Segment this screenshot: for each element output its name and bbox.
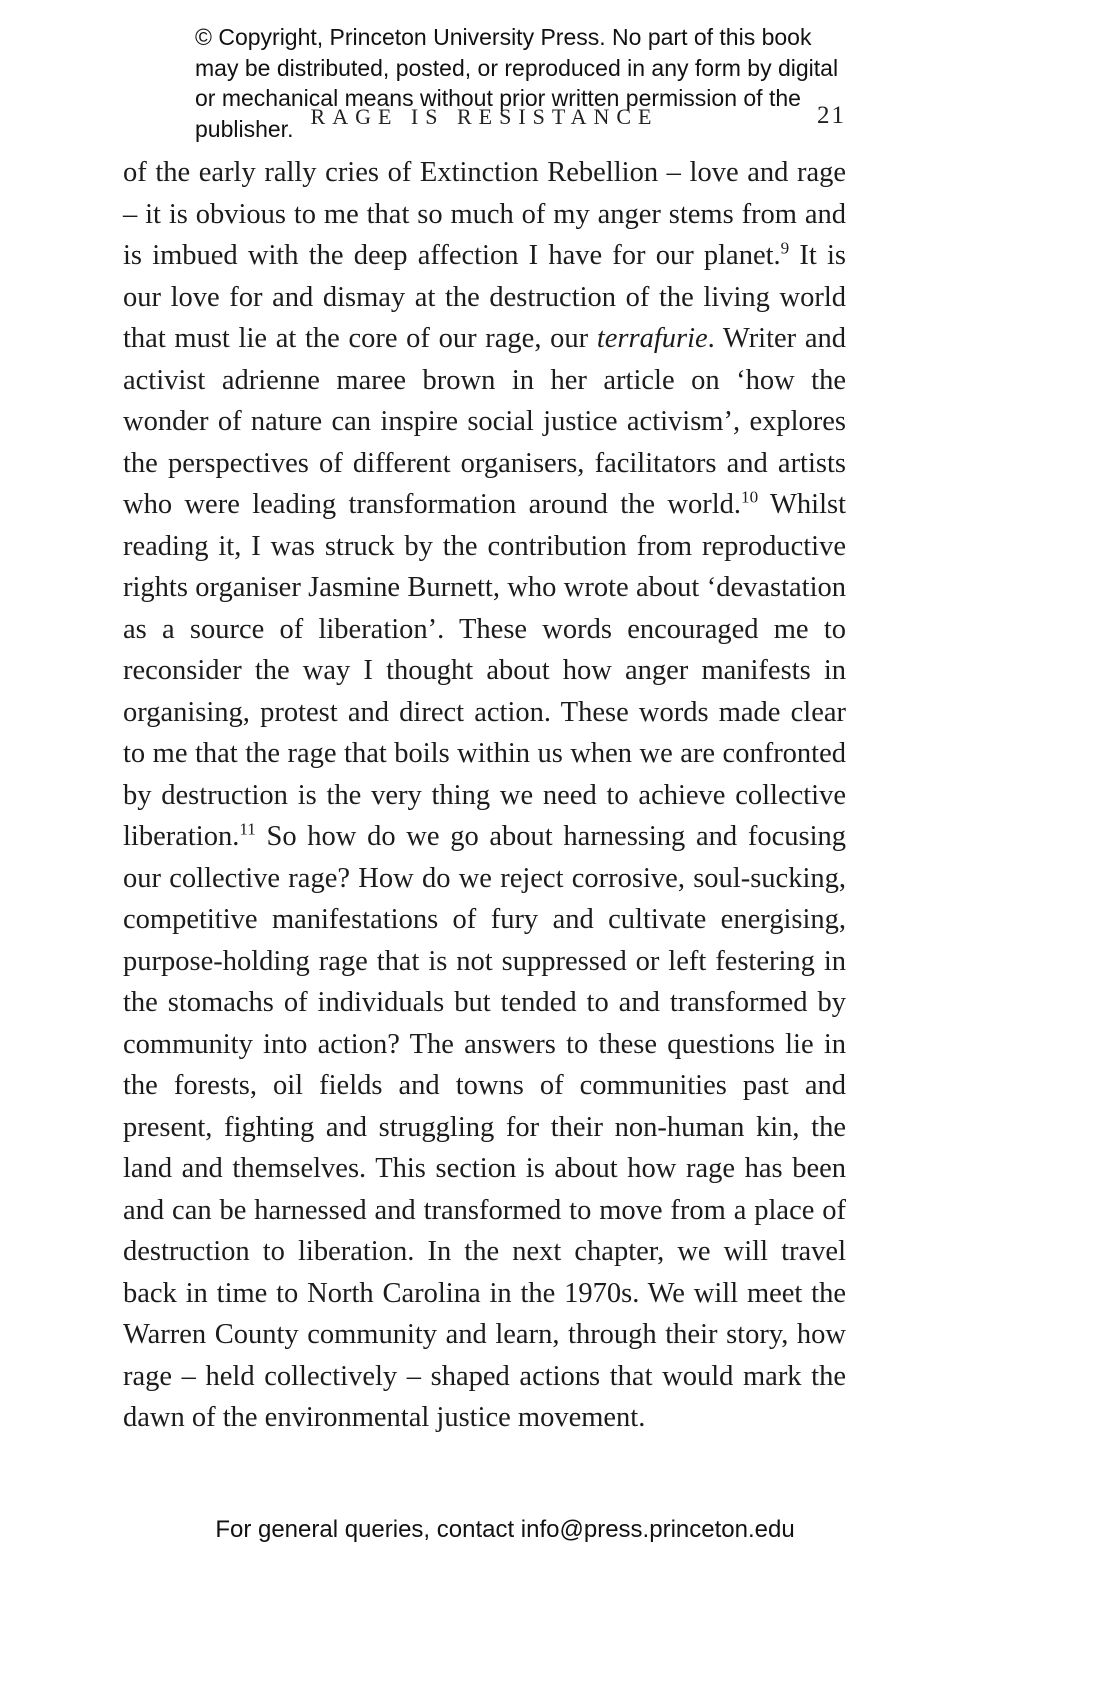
body-segment-sup: 11 xyxy=(239,819,256,839)
body-segment-normal: Whilst reading it, I was struck by the contribution from reproductive rights organiser Jasmine Burnett, who wrote about ‘devastation as a source of liberation’. These words encouraged me to reconsider the way I thought about how anger manifests in organising, protest and direct action. These words made clear to me that the rage that boils within us when we are confronted by destruction is the very thing we need to achieve collective liberation. xyxy=(123,489,846,852)
body-segment-sup: 9 xyxy=(780,238,790,258)
body-segment-normal: So how do we go about harnessing and focusing our collective rage? How do we reject corrosive, soul-sucking, competitive manifestations of fury and cultivate energising, purpose-holding rage that is not suppressed or left festering in the stomachs of individuals but tended to and transformed by community into action? The answers to these questions lie in the forests, oil fields and towns of communities past and present, fighting and struggling for their non-human kin, the land and themselves. This section is about how rage has been and can be harnessed and transformed to move from a place of destruction to liberation. In the next chapter, we will travel back in time to North Carolina in the 1970s. We will meet the Warren County community and learn, through their story, how rage – held collectively – shaped actions that would mark the dawn of the environmental justice movement. xyxy=(123,821,846,1433)
body-paragraph xyxy=(123,152,846,1439)
footer-queries: For general queries, contact info@press.princeton.edu xyxy=(215,1516,795,1543)
page-number: 21 xyxy=(817,102,846,129)
body-segment-sup: 10 xyxy=(741,487,759,507)
body-segment-normal: . Writer and activist adrienne maree brown in her article on ‘how the wonder of nature can inspire social justice activism’, explores the perspectives of different organisers, facilitators and artists who were leading transformation around the world. xyxy=(123,323,846,520)
copyright-notice: © Copyright, Princeton University Press. No part of this book may be distributed, posted, or reproduced in any form by digital or mechanical means without prior written permission of the publisher. xyxy=(195,24,839,142)
body-segment-normal: It is our love for and dismay at the destruction of the living world that must lie at the core of our rage, our xyxy=(123,240,846,354)
running-header-row xyxy=(123,104,846,134)
running-header-title: RAGE IS RESISTANCE xyxy=(310,104,659,129)
body-segment-italic: terrafurie xyxy=(596,323,708,354)
body-segment-normal: of the early rally cries of Extinction Rebellion – love and rage – it is obvious to me that so much of my anger stems from and is imbued with the deep affection I have for our planet. xyxy=(123,157,846,271)
